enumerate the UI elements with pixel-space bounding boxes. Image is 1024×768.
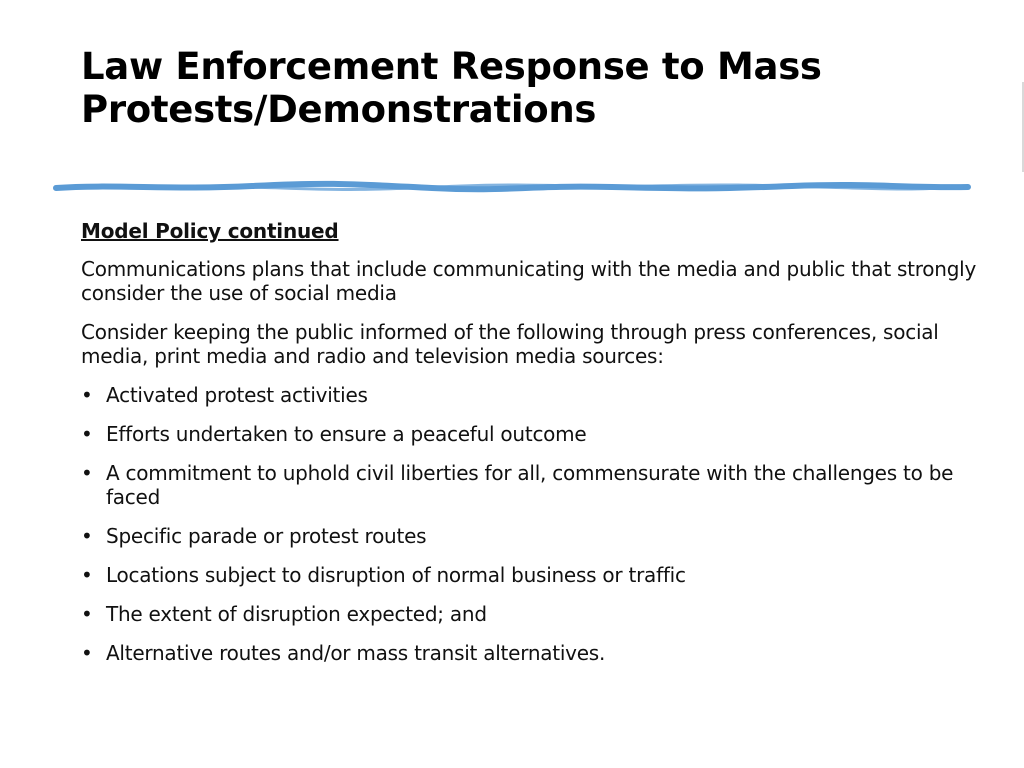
bullet-marker: • <box>81 563 93 587</box>
list-item <box>81 641 981 665</box>
list-item <box>81 383 981 407</box>
list-item-text: Locations subject to disruption of normal business or traffic <box>106 563 686 587</box>
list-item <box>81 602 981 626</box>
bullet-marker: • <box>81 602 93 626</box>
bullet-marker: • <box>81 524 93 548</box>
paragraph-communications-plans: Communications plans that include communicating with the media and public that strongly consider the use of social media <box>81 257 977 305</box>
list-item <box>81 461 981 509</box>
list-item-text: Efforts undertaken to ensure a peaceful outcome <box>106 422 587 446</box>
list-item <box>81 563 981 587</box>
list-item <box>81 524 981 548</box>
slide-title: Law Enforcement Response to Mass Protests/Demonstrations <box>81 45 822 131</box>
list-item-text: Specific parade or protest routes <box>106 524 427 548</box>
bullet-marker: • <box>81 461 93 485</box>
list-item-text: Activated protest activities <box>106 383 368 407</box>
bullet-list <box>81 383 981 665</box>
list-item <box>81 422 981 446</box>
section-subheading: Model Policy continued <box>81 219 339 243</box>
bullet-marker: • <box>81 422 93 446</box>
list-item-text: Alternative routes and/or mass transit alternatives. <box>106 641 606 665</box>
list-item-text: The extent of disruption expected; and <box>106 602 487 626</box>
paragraph-keep-public-informed: Consider keeping the public informed of the following through press conferences, social media, print media and radio and television media sources: <box>81 320 939 368</box>
list-item-text: A commitment to uphold civil liberties for all, commensurate with the challenges to be faced <box>106 461 954 509</box>
bullet-marker: • <box>81 641 93 665</box>
bullet-marker: • <box>81 383 93 407</box>
title-divider-stroke <box>52 176 972 198</box>
slide-body <box>81 219 981 680</box>
